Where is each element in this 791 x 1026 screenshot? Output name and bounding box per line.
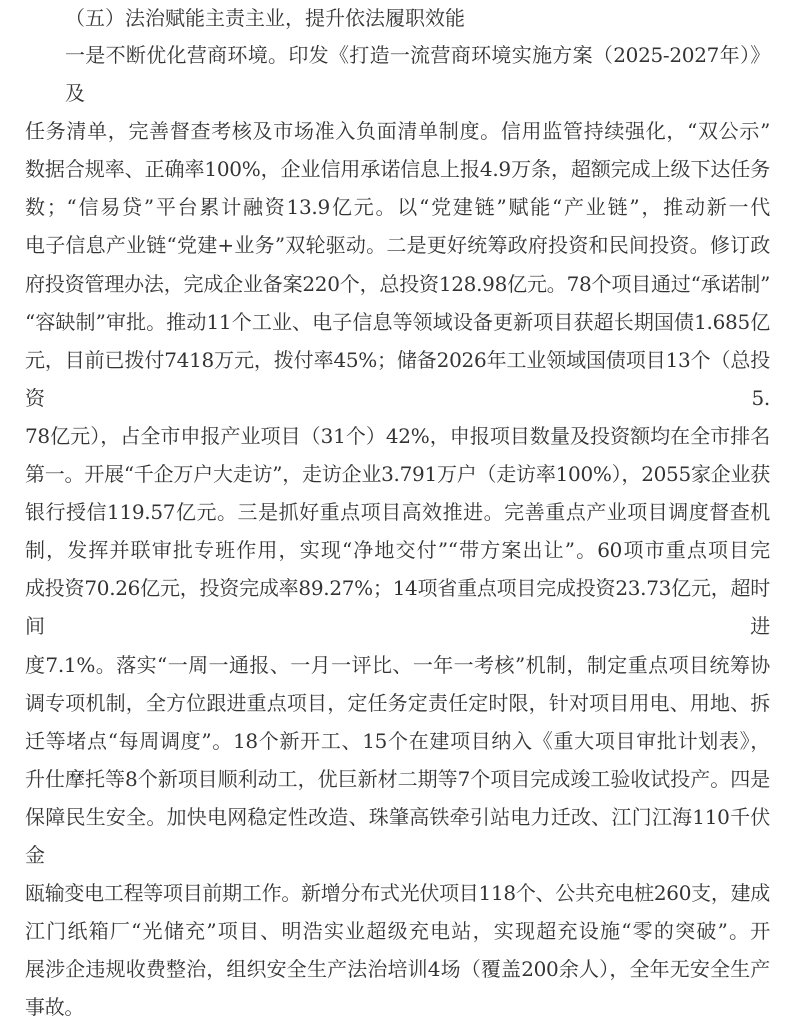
paragraph-line: 电子信息产业链“党建+业务”双轮驱动。二是更好统筹政府投资和民间投资。修订政 xyxy=(25,233,770,258)
paragraph-line: 展涉企违规收费整治，组织安全生产法治培训4场（覆盖200余人），全年无安全生产 xyxy=(25,957,770,982)
paragraph-line: 升仕摩托等8个新项目顺利动工，优巨新材二期等7个项目完成竣工验收试投产。四是 xyxy=(25,766,770,791)
paragraph-line: 78亿元），占全市申报产业项目（31个）42%，申报项目数量及投资额均在全市排名 xyxy=(25,423,770,448)
paragraph-line: 任务清单，完善督查考核及市场准入负面清单制度。信用监管持续强化，“双公示” xyxy=(25,119,770,144)
paragraph-line: 成投资70.26亿元，投资完成率89.27%；14项省重点项目完成投资23.73亿元，超时间进 xyxy=(25,576,770,639)
paragraph-line: 保障民生安全。加快电网稳定性改造、珠肇高铁牵引站电力迁改、江门江海110千伏金 xyxy=(25,804,770,867)
paragraph-line: 一是不断优化营商环境。印发《打造一流营商环境实施方案（2025-2027年）》及 xyxy=(65,43,770,106)
paragraph-line: 数；“信易贷”平台累计融资13.9亿元。以“党建链”赋能“产业链”，推动新一代 xyxy=(25,195,770,220)
section-heading: （五）法治赋能主责主业，提升依法履职效能 xyxy=(65,6,465,30)
paragraph-line: 调专项机制，全方位跟进重点项目，定任务定责任定时限，针对项目用电、用地、拆 xyxy=(25,690,770,715)
paragraph-line: “容缺制”审批。推动11个工业、电子信息等领域设备更新项目获超长期国债1.685亿 xyxy=(25,309,770,334)
paragraph-line: 度7.1%。落实“一周一通报、一月一评比、一年一考核”机制，制定重点项目统筹协 xyxy=(25,652,770,677)
paragraph-line: 迁等堵点“每周调度”。18个新开工、15个在建项目纳入《重大项目审批计划表》， xyxy=(25,728,770,753)
paragraph-line: 江门纸箱厂“光储充”项目、明浩实业超级充电站，实现超充设施“零的突破”。开 xyxy=(25,919,770,944)
paragraph-line: 事故。 xyxy=(25,995,85,1020)
paragraph-line: 瓯输变电工程等项目前期工作。新增分布式光伏项目118个、公共充电桩260支，建成 xyxy=(25,881,770,906)
paragraph-line: 府投资管理办法，完成企业备案220个，总投资128.98亿元。78个项目通过“承诺制” xyxy=(25,271,770,296)
paragraph-line: 数据合规率、正确率100%，企业信用承诺信息上报4.9万条，超额完成上级下达任务 xyxy=(25,157,770,182)
paragraph-line: 制，发挥并联审批专班作用，实现“净地交付”“带方案出让”。60项市重点项目完 xyxy=(25,538,770,563)
paragraph-line: 银行授信119.57亿元。三是抓好重点项目高效推进。完善重点产业项目调度督查机 xyxy=(25,500,770,525)
paragraph-line: 元，目前已拨付7418万元，拨付率45%；储备2026年工业领域国债项目13个（总投资5. xyxy=(25,347,770,410)
document-body xyxy=(25,0,770,1026)
paragraph-line: 第一。开展“千企万户大走访”，走访企业3.791万户（走访率100%），2055家企业获 xyxy=(25,462,770,487)
